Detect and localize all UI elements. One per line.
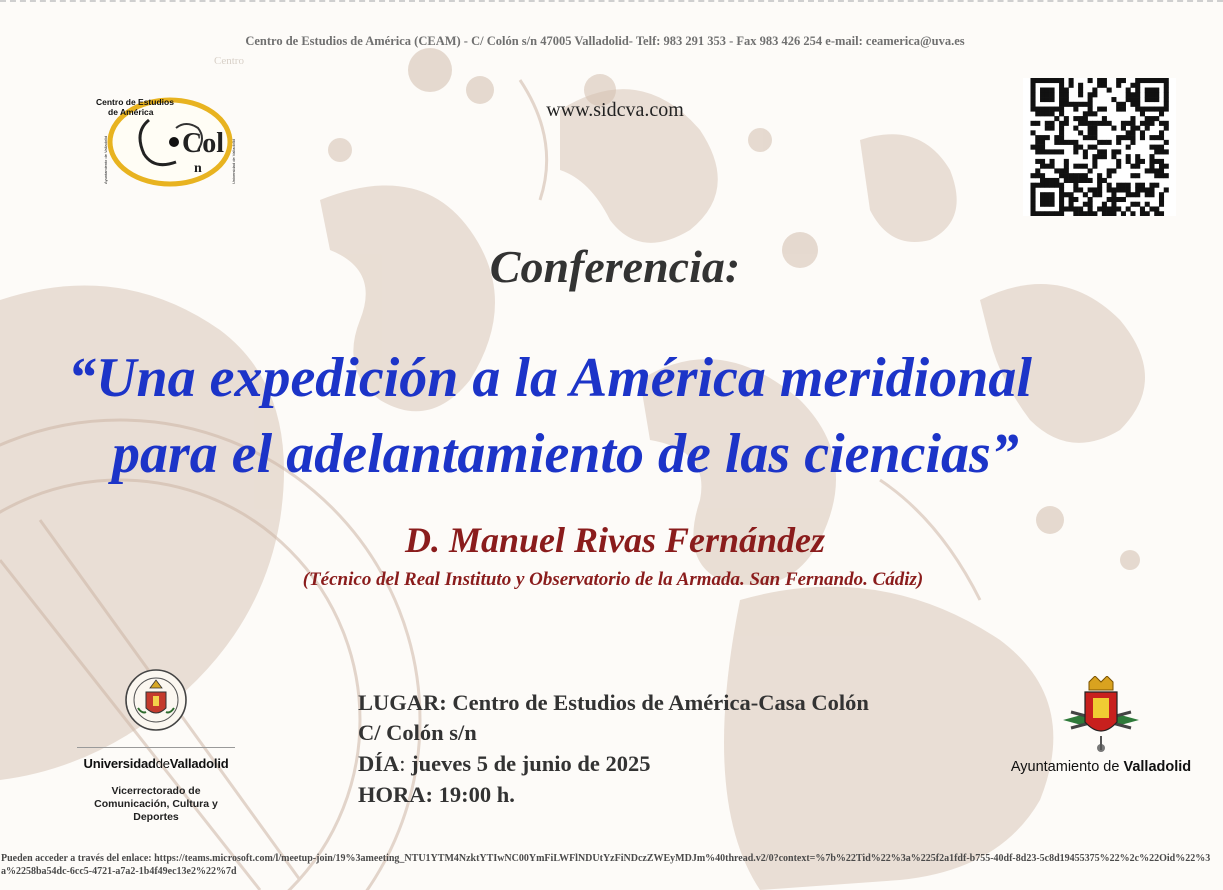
ceam-logo-line-1: Centro de Estudios bbox=[96, 97, 174, 107]
place-value: Centro de Estudios de América-Casa Colón bbox=[446, 690, 869, 715]
event-place bbox=[358, 690, 869, 716]
day-label: DÍA bbox=[358, 751, 400, 776]
event-day: DÍA: jueves 5 de junio de 2025 bbox=[358, 751, 651, 776]
ayuntamiento-logo-block bbox=[998, 676, 1204, 775]
speaker-name: D. Manuel Rivas Fernández bbox=[404, 520, 826, 560]
speaker-affiliation: (Técnico del Real Instituto y Observatorio de la Armada. San Fernando. Cádiz) bbox=[302, 569, 924, 590]
teams-meeting-link[interactable]: Pueden acceder a través del enlace: https://teams.microsoft.com/l/meetup-join/19%3ameeting_NTU1YTM4NzktYTIwNC00YmFiLWFlNDUtYzFiNDczZWEyMDJm%40thread.v2/0?context=%7b%22Tid%22%3a%225f2a1fdf-b755-40df-8d23-5c8d19455375%22%2c%22Oid%22%3a%2258ba54dc-6cc5-4721-a7a2-1b4f49ec13e2%22%7d bbox=[1, 853, 1211, 877]
ceam-logo-side-left: Ayuntamiento de Valladolid bbox=[103, 135, 108, 184]
uva-name: UniversidaddeValladolid bbox=[83, 756, 229, 771]
svg-text:n: n bbox=[194, 161, 202, 176]
qr-code-icon bbox=[1023, 78, 1176, 216]
uva-logo-block bbox=[76, 668, 236, 824]
header-contact-line: Centro de Estudios de América (CEAM) - C/ Colón s/n 47005 Valladolid- Telf: 983 291 353 - Fax 983 426 254 e-mail: ceamerica@uva.es bbox=[245, 34, 965, 48]
page-heading: Conferencia: bbox=[489, 241, 741, 292]
valladolid-crest-icon bbox=[1055, 676, 1147, 754]
place-label: LUGAR: bbox=[358, 690, 447, 715]
uva-divider bbox=[77, 747, 235, 748]
university-seal-icon bbox=[124, 668, 188, 732]
day-value: jueves 5 de junio de 2025 bbox=[411, 751, 651, 776]
ceam-logo-line-2: de América bbox=[108, 107, 154, 117]
event-address: C/ Colón s/n bbox=[358, 720, 477, 745]
time-label: HORA: bbox=[358, 782, 433, 807]
svg-text:Col: Col bbox=[182, 128, 224, 159]
ceam-logo-side-right: Universidad de Valladolid bbox=[231, 139, 236, 184]
ayuntamiento-name: Ayuntamiento de Valladolid bbox=[1010, 759, 1192, 775]
uva-department: Vicerrectorado de Comunicación, Cultura y Deportes bbox=[94, 785, 218, 823]
header-faint-text: Centro bbox=[214, 55, 244, 67]
ceam-colon-logo bbox=[94, 92, 244, 188]
event-time bbox=[358, 782, 515, 808]
conference-title-line-2: para el adelantamiento de las ciencias” bbox=[112, 423, 1019, 485]
conference-title-line-1: “Una expedición a la América meridional bbox=[68, 347, 1032, 409]
website-url: www.sidcva.com bbox=[546, 99, 684, 121]
time-value: 19:00 h. bbox=[433, 782, 515, 807]
top-border bbox=[0, 0, 1223, 8]
